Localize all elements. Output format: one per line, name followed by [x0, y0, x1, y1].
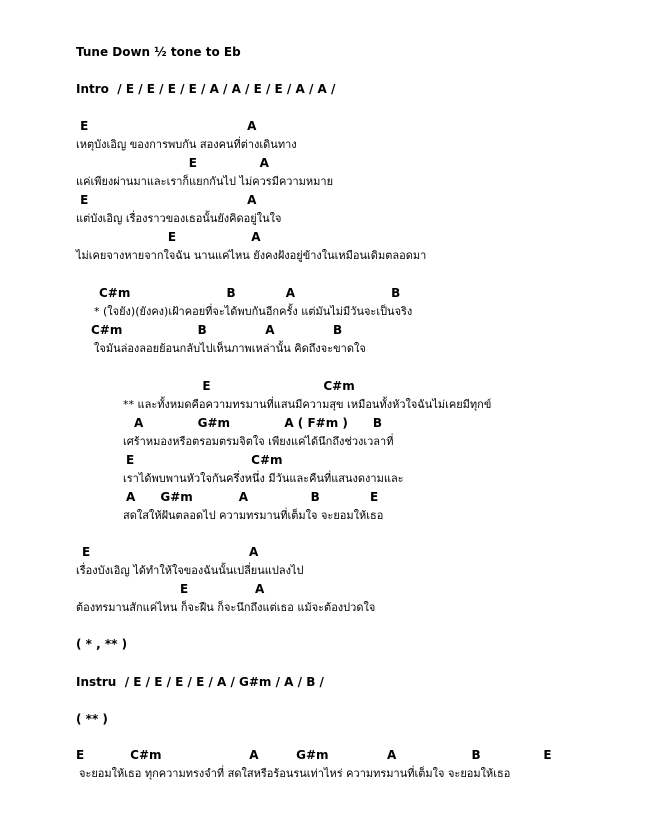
- chord-line: E C#m A G#m A B E: [76, 748, 552, 762]
- repeat-marker: ( ** ): [76, 712, 108, 726]
- chord-line: E C#m: [126, 453, 283, 467]
- lyric-line: เราได้พบพานหัวใจกันครึ่งหนึ่ง มีวันและคืนที่แสนงดงามและ: [123, 472, 404, 485]
- chord-line: C#m B A B: [99, 286, 401, 300]
- lyric-line: ต้องทรมานสักแค่ไหน ก็จะฝืน ก็จะนึกถึงแต่เธอ แม้จะต้องปวดใจ: [76, 601, 376, 614]
- intro-chords: Intro / E / E / E / E / A / A / E / E / A / A /: [76, 82, 336, 96]
- lyric-line: แต่บังเอิญ เรื่องราวของเธอนั้นยังคิดอยู่ในใจ: [76, 212, 282, 225]
- chord-line: E A: [76, 156, 269, 170]
- lyric-line: ** และทั้งหมดคือความทรมานที่แสนมีความสุข เหมือนทั้งหัวใจฉันไม่เคยมีทุกข์: [123, 398, 492, 411]
- lyric-line: เหตุบังเอิญ ของการพบกัน สองคนที่ต่างเดินทาง: [76, 138, 297, 151]
- lyric-line: ใจมันล่องลอยย้อนกลับไปเห็นภาพเหล่านั้น คิดถึงจะขาดใจ: [94, 342, 366, 355]
- repeat-marker: ( * , ** ): [76, 637, 128, 651]
- chord-line: A G#m A ( F#m ) B: [134, 416, 383, 430]
- lyric-line: เศร้าหมองหรือตรอมตรมจิตใจ เพียงแค่ได้นึกถึงช่วงเวลาที่: [123, 435, 394, 448]
- chord-line: E A: [82, 545, 259, 559]
- chord-line: C#m B A B: [91, 323, 343, 337]
- chord-line: E A: [180, 582, 265, 596]
- chord-line: E A: [76, 193, 257, 207]
- tuning-note: Tune Down ½ tone to Eb: [76, 45, 241, 59]
- lyric-line: ไม่เคยจางหายจากใจฉัน นานแค่ไหน ยังคงฝังอยู่ข้างในเหมือนเดิมตลอดมา: [76, 249, 427, 262]
- chord-line: E A: [76, 119, 257, 133]
- instru-chords: Instru / E / E / E / E / A / G#m / A / B /: [76, 675, 324, 689]
- lyric-line: แค่เพียงผ่านมาและเราก็แยกกันไป ไม่ควรมีความหมาย: [76, 175, 334, 188]
- chord-line: A G#m A B E: [126, 490, 379, 504]
- lyric-line: * (ใจยัง)(ยังคง)เฝ้าคอยที่จะได้พบกันอีกครั้ง แต่มันไม่มีวันจะเป็นจริง: [94, 305, 413, 318]
- lyric-line: จะยอมให้เธอ ทุกความทรงจำที่ สดใสหรือร้อนรนเท่าไหร่ ความทรมานที่เต็มใจ จะยอมให้เธอ: [79, 767, 511, 780]
- lyric-line: เรื่องบังเอิญ ได้ทำให้ใจของฉันนั้นเปลี่ยนแปลงไป: [76, 564, 304, 577]
- chord-line: E A: [76, 230, 261, 244]
- chord-line: E C#m: [123, 379, 355, 393]
- lyric-line: สดใสให้ฝันตลอดไป ความทรมานที่เต็มใจ จะยอมให้เธอ: [123, 509, 384, 522]
